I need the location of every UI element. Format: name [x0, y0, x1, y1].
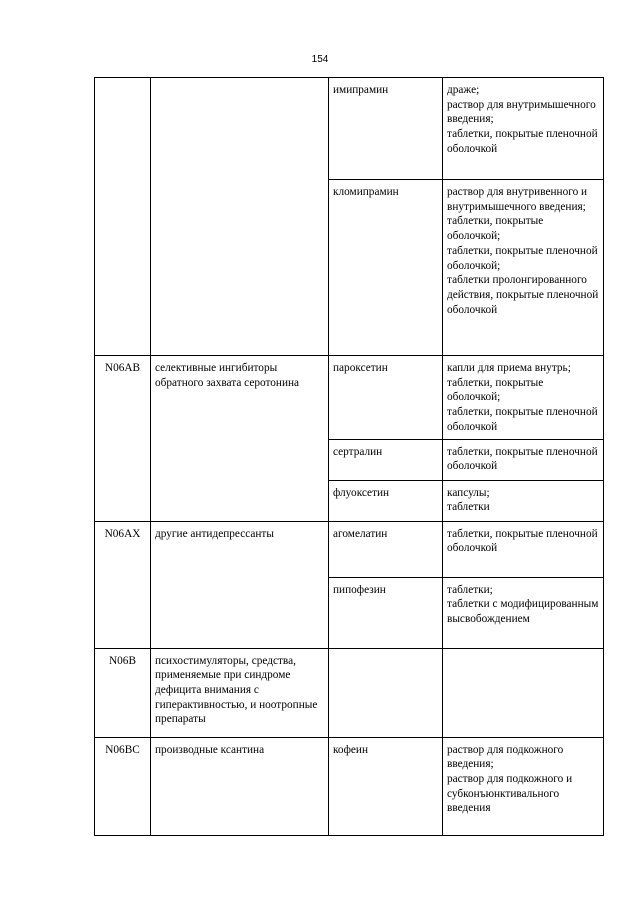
medication-table: [94, 77, 604, 836]
drug-name-cell: кофеин: [329, 737, 443, 835]
atc-code-cell: N06AB: [95, 356, 151, 522]
drug-name-cell: сертралин: [329, 439, 443, 480]
table-row: [95, 521, 604, 577]
dosage-form-cell: [443, 737, 604, 835]
dosage-form-line: раствор для внутривенного и внутримышечного введения;: [447, 186, 588, 213]
dosage-form-cell: [443, 180, 604, 356]
table-row: [95, 737, 604, 835]
dosage-form-line: раствор для подкожного введения;: [447, 743, 564, 771]
drug-name-cell: пипофезин: [329, 577, 443, 648]
dosage-form-line: драже;: [447, 84, 480, 96]
group-cell: селективные ингибиторы обратного захвата серотонина: [151, 356, 329, 522]
drug-name-cell: агомелатин: [329, 521, 443, 577]
drug-name-cell: кломипрамин: [329, 180, 443, 356]
dosage-form-line: таблетки с модифицированным высвобождением: [447, 598, 599, 625]
dosage-form-line: раствор для подкожного и субконъюнктивального введения: [447, 772, 573, 815]
group-cell: другие антидепрессанты: [151, 521, 329, 648]
group-cell: психостимуляторы, средства, применяемые при синдроме дефицита внимания с гиперактивностью, и ноотропные препараты: [151, 648, 329, 737]
atc-code-cell: N06BC: [95, 737, 151, 835]
group-cell: производные ксантина: [151, 737, 329, 835]
dosage-form-cell: [443, 577, 604, 648]
drug-name-cell: флуоксетин: [329, 480, 443, 521]
dosage-form-cell: [443, 356, 604, 440]
dosage-form-line: капсулы;: [447, 486, 490, 499]
drug-name-cell: [329, 648, 443, 737]
dosage-form-cell: [443, 521, 604, 577]
table-row: [95, 78, 604, 180]
dosage-form-line: таблетки, покрытые пленочной оболочкой: [447, 445, 598, 473]
dosage-form-line: таблетки;: [447, 583, 493, 596]
dosage-form-line: таблетки, покрытые пленочной оболочкой;: [447, 244, 598, 272]
dosage-form-line: раствор для внутримышечного введения;: [447, 98, 596, 126]
dosage-form-line: таблетки пролонгированного действия, покрытые пленочной оболочкой: [447, 274, 599, 316]
dosage-form-line: таблетки, покрытые пленочной оболочкой: [447, 406, 598, 433]
page-number: 154: [311, 54, 329, 65]
dosage-form-line: таблетки, покрытые оболочкой;: [447, 215, 544, 243]
drug-name-cell: пароксетин: [329, 356, 443, 440]
dosage-form-line: таблетки, покрытые пленочной оболочкой: [447, 128, 598, 155]
table-row: [95, 648, 604, 737]
drug-name-cell: имипрамин: [329, 78, 443, 180]
group-cell: [151, 78, 329, 356]
dosage-form-cell: [443, 480, 604, 521]
dosage-form-cell: [443, 439, 604, 480]
atc-code-cell: N06AX: [95, 521, 151, 648]
dosage-form-line: таблетки: [447, 501, 490, 514]
dosage-form-line: капли для приема внутрь;: [447, 362, 571, 374]
dosage-form-line: таблетки, покрытые оболочкой;: [447, 376, 544, 404]
atc-code-cell: [95, 78, 151, 356]
atc-code-cell: N06B: [95, 648, 151, 737]
dosage-form-cell: [443, 78, 604, 180]
dosage-form-cell: [443, 648, 604, 737]
table-row: [95, 356, 604, 440]
dosage-form-line: таблетки, покрытые пленочной оболочкой: [447, 527, 598, 555]
